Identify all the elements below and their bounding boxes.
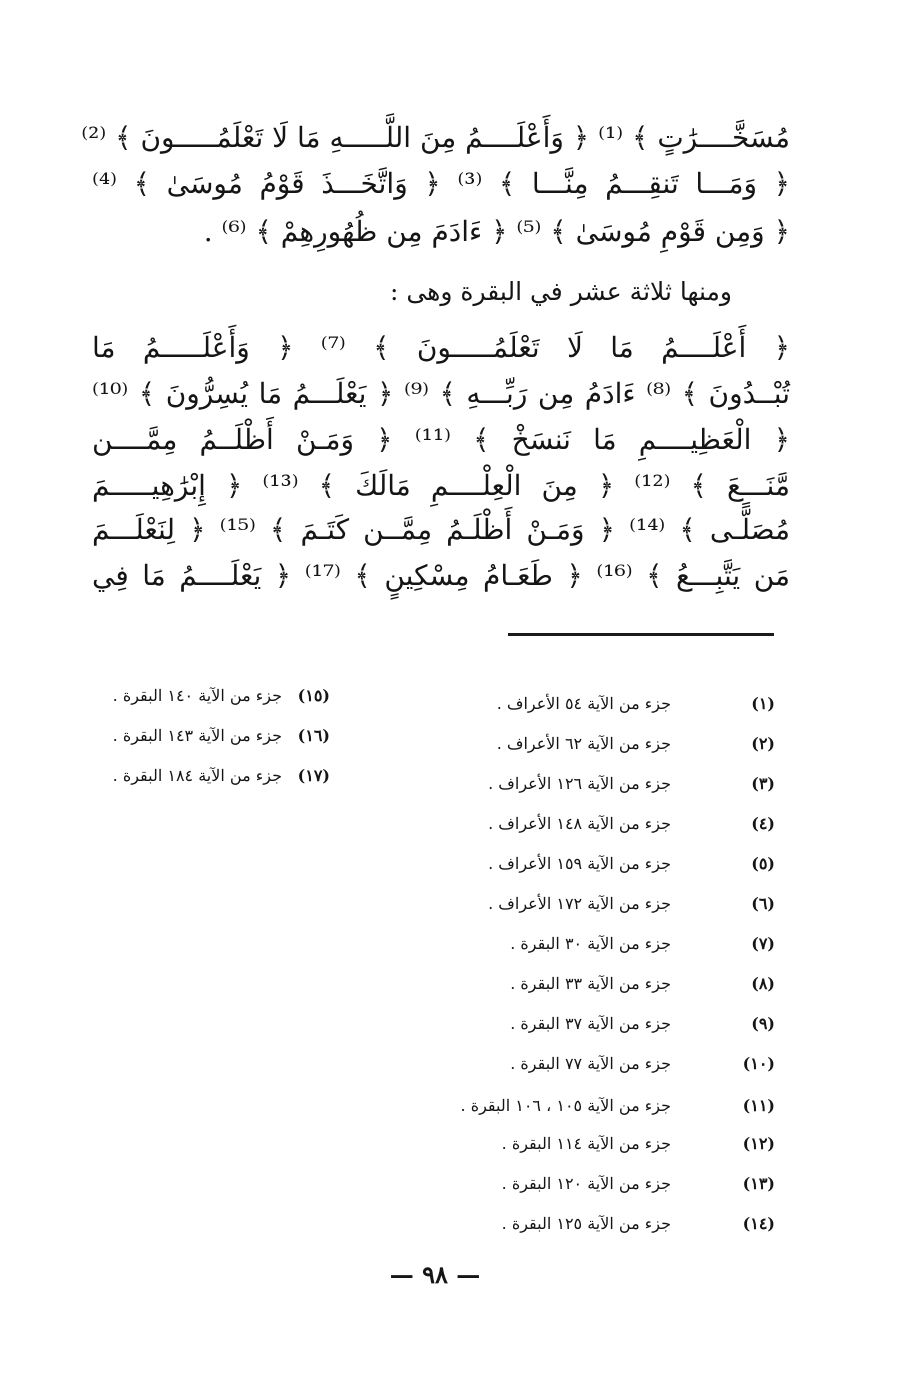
footnote-text: جزء من الآية ١٤٨ الأعراف .	[488, 814, 671, 833]
footnote-item	[355, 772, 775, 796]
footnote-text: جزء من الآية ٣٠ البقرة .	[510, 934, 671, 953]
footnote-text: جزء من الآية ١٢٥ البقرة .	[501, 1214, 671, 1233]
footnote-item	[355, 732, 775, 756]
footnote-text: جزء من الآية ١٨٤ البقرة .	[112, 766, 282, 785]
footnote-text: جزء من الآية ١١٤ البقرة .	[501, 1134, 671, 1153]
verse-line-3: ﴿ وَمِن قَوْمِ مُوسَىٰ ﴾ ⁽⁵⁾ ﴿ ءَادَمَ مِن ظُهُورِهِمْ ﴾ ⁽⁶⁾ .	[203, 215, 790, 248]
footnote-item	[355, 932, 775, 956]
footnote-number: (١)	[751, 694, 775, 713]
footnote-item	[355, 692, 775, 716]
footnote-divider	[508, 633, 774, 636]
verse-line-5: تُبْــدُونَ ﴾ ⁽⁸⁾ ءَادَمُ مِن رَبِّـــهِ ﴾ ⁽⁹⁾ ﴿ يَعْلَـــمُ مَا يُسِرُّونَ ﴾ ⁽¹⁰⁾	[92, 377, 790, 410]
verse-line-4: ﴿ أَعْلَــــمُ مَا لَا تَعْلَمُـــــونَ ﴾ ⁽⁷⁾ ﴿ وَأَعْلَـــــمُ مَا	[92, 331, 790, 364]
footnote-text: جزء من الآية ١٠٥ ، ١٠٦ البقرة .	[460, 1096, 671, 1115]
footnote-item	[355, 852, 775, 876]
footnote-number: (٥)	[751, 854, 775, 873]
footnote-item	[355, 1052, 775, 1076]
footnote-number: (١٠)	[742, 1054, 775, 1073]
footnote-number: (٢)	[751, 734, 775, 753]
footnote-item	[70, 724, 330, 748]
verse-line-9: مَن يَتَّبِـــعُ ﴾ ⁽¹⁶⁾ ﴿ طَعَـامُ مِسْكِينٍ ﴾ ⁽¹⁷⁾ ﴿ يَعْلَــــمُ مَا فِي	[92, 559, 791, 592]
footnote-number: (١٤)	[742, 1214, 775, 1233]
footnote-item	[355, 1132, 775, 1156]
footnote-item	[70, 684, 330, 708]
footnote-item	[355, 1012, 775, 1036]
footnote-text: جزء من الآية ١٥٩ الأعراف .	[488, 854, 671, 873]
footnote-text: جزء من الآية ١٤٠ البقرة .	[112, 686, 282, 705]
page-number: — ٩٨ —	[389, 1260, 481, 1289]
footnote-number: (١٢)	[742, 1134, 775, 1153]
footnote-number: (٧)	[751, 934, 775, 953]
verse-line-6: ﴿ الْعَظِيــــمِ مَا نَنسَخْ ﴾ ⁽¹¹⁾ ﴿ وَمَـنْ أَظْلَــمُ مِمَّــــن	[92, 423, 791, 456]
footnote-text: جزء من الآية ٣٧ البقرة .	[510, 1014, 671, 1033]
verse-line-1: مُسَخَّــــرَٰتٍ ﴾ ⁽¹⁾ ﴿ وَأَعْلَــــمُ مِنَ اللَّـــــهِ مَا لَا تَعْلَمُـــــونَ ﴾ ⁽²⁾	[81, 121, 790, 154]
footnote-item	[355, 972, 775, 996]
footnote-number: (٦)	[751, 894, 775, 913]
footnote-number: (٨)	[751, 974, 775, 993]
footnote-text: جزء من الآية ٧٧ البقرة .	[510, 1054, 671, 1073]
footnote-number: (١٣)	[742, 1174, 775, 1193]
footnote-item	[355, 892, 775, 916]
footnote-number: (٩)	[751, 1014, 775, 1033]
verse-line-2: ﴿ وَمَـــا تَنقِـــمُ مِنَّـــا ﴾ ⁽³⁾ ﴿ وَاتَّخَـــذَ قَوْمُ مُوسَىٰ ﴾ ⁽⁴⁾	[92, 167, 791, 200]
footnote-number: (١٥)	[297, 686, 330, 705]
footnote-item	[355, 1094, 775, 1118]
footnote-text: جزء من الآية ٣٣ البقرة .	[510, 974, 671, 993]
section-intro: ومنها ثلاثة عشر في البقرة وهى :	[389, 277, 732, 306]
footnote-item	[355, 1212, 775, 1236]
footnote-text: جزء من الآية ٥٤ الأعراف .	[496, 694, 671, 713]
footnote-item	[355, 812, 775, 836]
footnote-number: (١١)	[742, 1096, 775, 1115]
footnote-number: (١٧)	[297, 766, 330, 785]
footnote-number: (٣)	[751, 774, 775, 793]
verse-line-8: مُصَلًّـى ﴾ ⁽¹⁴⁾ ﴿ وَمَـنْ أَظْلَـمُ مِمَّــن كَتَـمَ ﴾ ⁽¹⁵⁾ ﴿ لِنَعْلَـــمَ	[92, 513, 790, 546]
footnote-number: (١٦)	[297, 726, 330, 745]
footnote-text: جزء من الآية ١٤٣ البقرة .	[112, 726, 282, 745]
footnote-text: جزء من الآية ٦٢ الأعراف .	[496, 734, 671, 753]
footnote-text: جزء من الآية ١٢٠ البقرة .	[501, 1174, 671, 1193]
footnote-text: جزء من الآية ١٢٦ الأعراف .	[488, 774, 671, 793]
footnote-item	[355, 1172, 775, 1196]
footnote-text: جزء من الآية ١٧٢ الأعراف .	[488, 894, 671, 913]
footnote-number: (٤)	[751, 814, 775, 833]
footnote-item	[70, 764, 330, 788]
verse-line-7: مَّنَـــعَ ﴾ ⁽¹²⁾ ﴿ مِنَ الْعِلْــــمِ مَالَكَ ﴾ ⁽¹³⁾ ﴿ إِبْرَٰهِيـــــمَ	[92, 469, 790, 502]
